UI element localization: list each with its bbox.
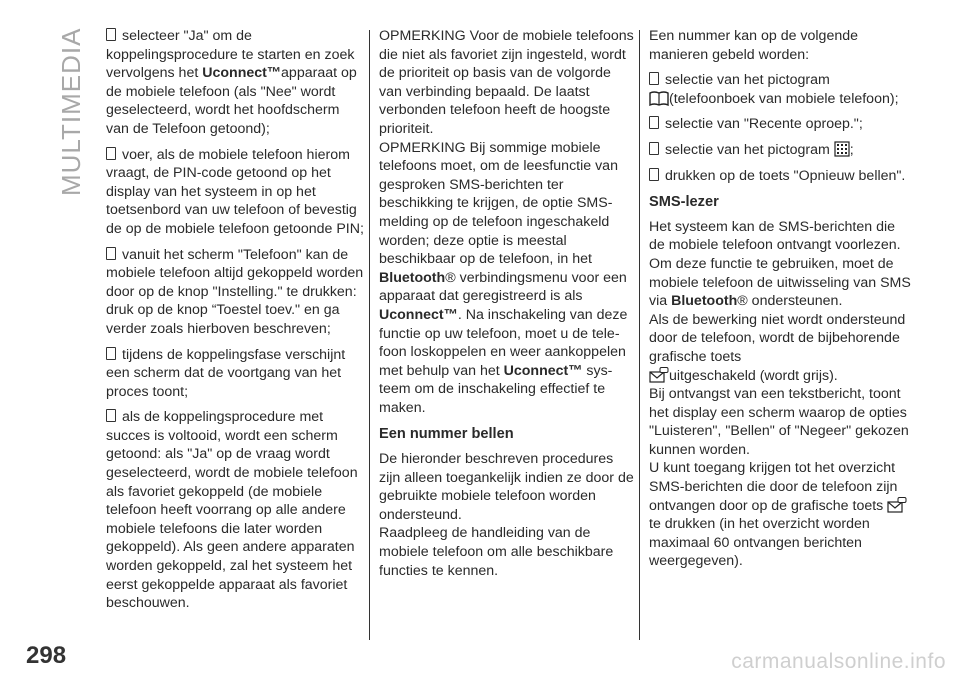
body-paragraph: De hieronder beschreven procedures zijn alleen toegankelijk indien ze door de gebruikte mobiele telefoon worden ondersteund. (379, 451, 634, 523)
checkbox-bullet-icon (649, 72, 659, 85)
body-paragraph: Een nummer kan op de volgende manieren gebeld worden: (649, 28, 859, 63)
body-paragraph: Raadpleeg de handleiding van de mobiele telefoon om alle beschikbare functies te kennen. (379, 525, 614, 579)
keypad-icon (834, 141, 850, 157)
checkbox-bullet-icon (106, 28, 116, 41)
checkbox-bullet-icon (649, 142, 659, 155)
column-divider (639, 30, 640, 640)
list-item: tijdens de koppelingsfase verschijnt een scherm dat de voortgang van het proces toont; (106, 346, 346, 400)
column-2 (379, 27, 634, 587)
body-paragraph: Bij ontvangst van een tekstbericht, toont het display een scherm waarop de opties "Luisteren", "Bellen" of "Negeer" gekozen kunnen worden. (649, 386, 909, 458)
section-heading: SMS-lezer (649, 194, 719, 211)
list-item: selectie van het pictogram (telefoonboek van mobiele telefoon); (649, 71, 911, 108)
column-divider (369, 30, 370, 640)
list-item: als de koppelingsprocedure met succes is voltooid, wordt een scherm getoond: als "Ja" op de vraag wordt geselecteerd, wordt de mobiele telefoon als favoriet gekoppeld (de mobiele telefoon heeft voorrang op alle andere mobiele telefoons die later worden gekoppeld). Als geen andere apparaten worden gekoppeld, zal het systeem het eerst gekoppelde apparaat als favoriet beschouwen. (106, 409, 358, 612)
body-paragraph: Het systeem kan de SMS-berichten die de mobiele telefoon ontvangt voorlezen. Om deze functie te gebruiken, moet de mobiele telefoon de uitwisseling van SMS via Bluetooth® ondersteunen. (649, 218, 911, 310)
list-item: selectie van "Recente oproep."; (649, 115, 911, 134)
list-item: voer, als de mobiele telefoon hierom vraagt, de PIN-code getoond op het display van het systeem in op het toetsenbord van uw telefoon of bevestig de op de mobiele telefoon getoonde PIN; (106, 146, 364, 237)
column-1 (106, 27, 364, 620)
checkbox-bullet-icon (106, 409, 116, 422)
note-paragraph: OPMERKING Bij sommige mobiele telefoons moet, om de leesfunctie van gesproken SMS-berichten ter beschikking te krijgen, de optie SMS-melding op de telefoon ingeschakeld worden; deze optie is meestal beschikbaar op de telefoon, in het Bluetooth® verbindingsmenu voor een apparaat dat geregistreerd is als Uconnect™. Na inschakeling van deze functie op uw telefoon, moet u de tele-foon loskoppelen en weer aankoppelen met behulp van het Uconnect™ sys-teem om de inschakeling effectief te maken. (379, 139, 628, 416)
sms-envelope-icon (649, 367, 669, 383)
watermark: carmanualsonline.info (731, 650, 946, 673)
section-heading: Een nummer bellen (379, 426, 514, 443)
checkbox-bullet-icon (106, 147, 116, 160)
section-title: MULTIMEDIA (56, 27, 86, 196)
checkbox-bullet-icon (649, 116, 659, 129)
note-paragraph: OPMERKING Voor de mobiele telefoons die niet als favoriet zijn ingesteld, wordt de prioriteit op basis van de volgorde van verbinding bepaald. De laatst verbonden telefoon heeft de hoogste prioriteit. (379, 28, 634, 137)
list-item: drukken op de toets "Opnieuw bellen". (649, 167, 911, 186)
body-paragraph: U kunt toegang krijgen tot het overzicht SMS-berichten die door de telefoon zijn ontvangen door op de grafische toets te drukken (in het overzicht worden maximaal 60 ontvangen berichten weergegeven). (649, 459, 911, 571)
list-item: selectie van het pictogram ; (649, 141, 911, 160)
checkbox-bullet-icon (106, 347, 116, 360)
list-item: vanuit het scherm "Telefoon" kan de mobiele telefoon altijd gekoppeld worden door op de knop "Instelling." te drukken: druk op de knop “Toestel toev." en ga verder zoals hierboven beschreven; (106, 246, 364, 337)
phonebook-icon (649, 90, 669, 106)
page-number: 298 (26, 642, 67, 669)
checkbox-bullet-icon (649, 168, 659, 181)
column-3 (649, 27, 911, 578)
checkbox-bullet-icon (106, 247, 116, 260)
sms-envelope-icon (887, 497, 907, 513)
list-item: selecteer "Ja" om de koppelingsprocedure te starten en zoek vervolgens het Uconnect™apparaat op de mobiele telefoon (als "Nee" wordt geselecteerd, wordt het hoofdscherm van de Telefoon getoond); (106, 28, 357, 137)
body-paragraph: Als de bewerking niet wordt ondersteund door de telefoon, wordt de bijbehorende grafische toets uitgeschakeld (wordt grijs). (649, 311, 906, 384)
